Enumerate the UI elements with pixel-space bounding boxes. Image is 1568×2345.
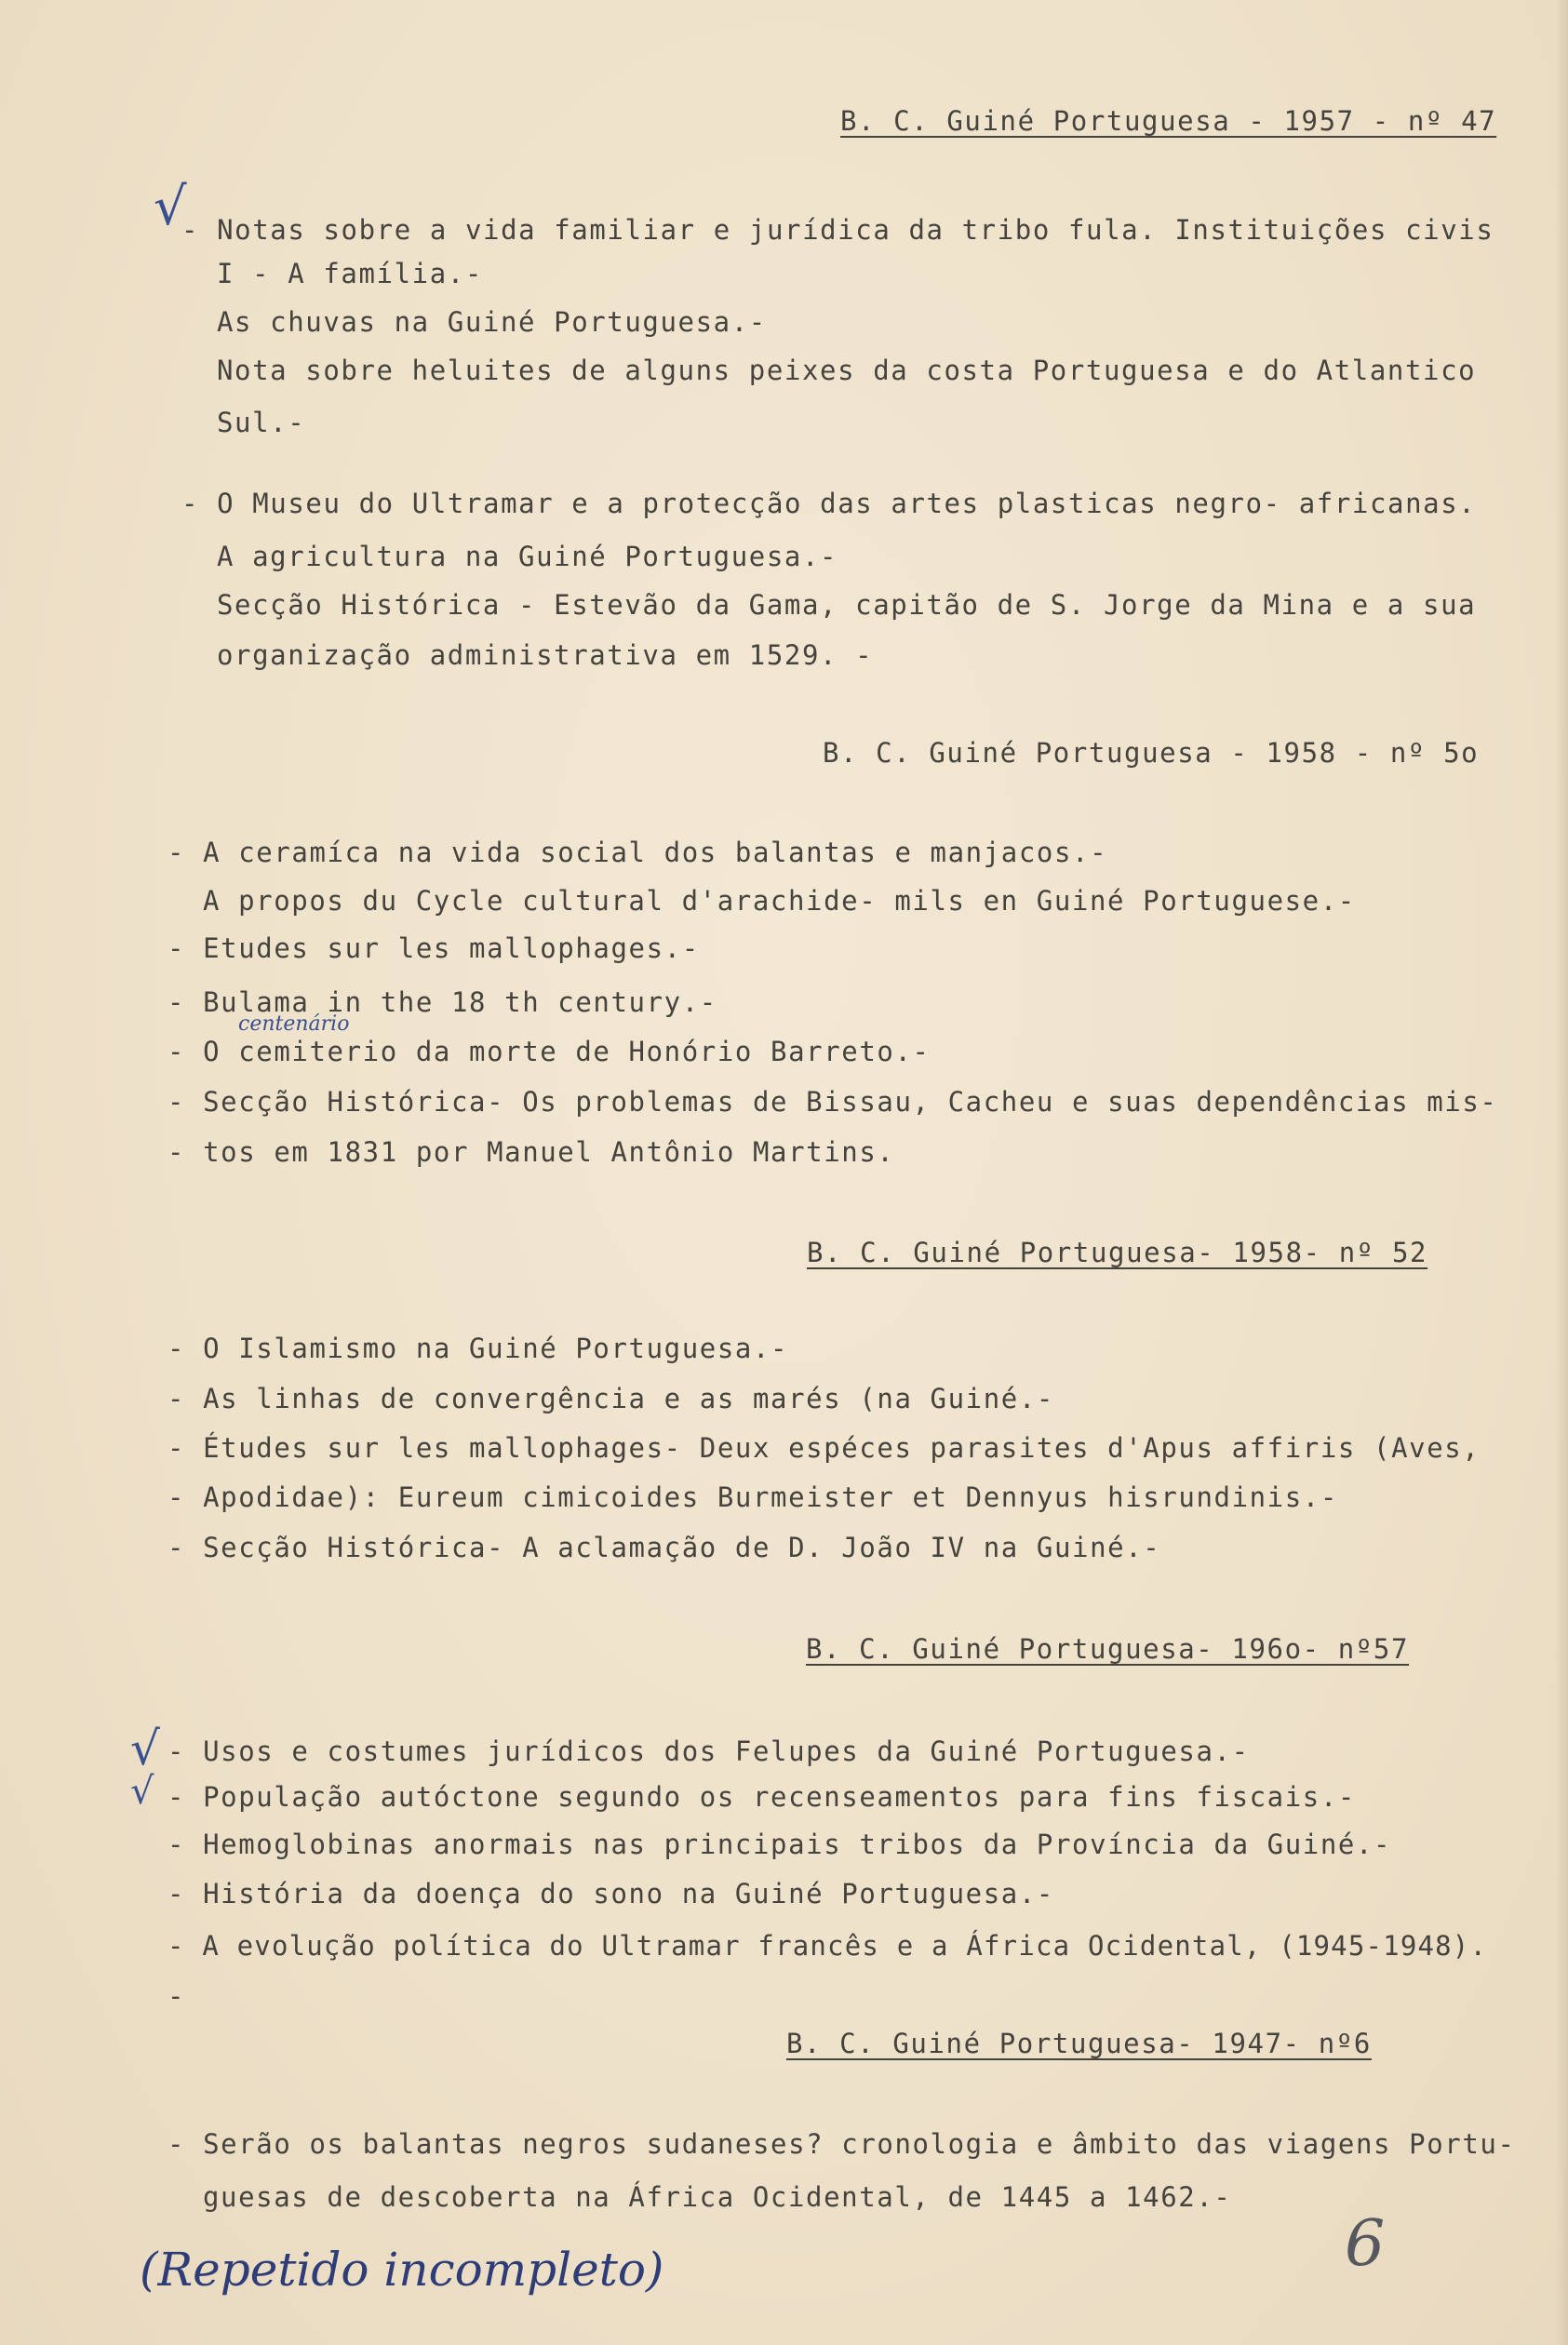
entry-line: - População autóctone segundo os recenseamentos para fins fiscais.- — [168, 1781, 1356, 1813]
entry-line: - Usos e costumes jurídicos dos Felupes da Guiné Portuguesa.- — [168, 1735, 1250, 1767]
section-header-1947: B. C. Guiné Portuguesa- 1947- nº6 — [786, 2028, 1372, 2059]
section-header-1960: B. C. Guiné Portuguesa- 196o- nº57 — [806, 1633, 1410, 1665]
entry-line: - tos em 1831 por Manuel Antônio Martins. — [168, 1136, 895, 1168]
entry-line: - O Museu do Ultramar e a protecção das artes plasticas negro- africanas. — [181, 488, 1477, 519]
entry-line: - A evolução política do Ultramar francês e a África Ocidental, (1945-1948). — [168, 1930, 1488, 1962]
entry-line: guesas de descoberta na África Ocidental, de 1445 a 1462.- — [203, 2181, 1232, 2213]
section-header-1958-52: B. C. Guiné Portuguesa- 1958- nº 52 — [807, 1237, 1428, 1268]
entry-line: Sul.- — [217, 407, 306, 438]
entry-line: - Notas sobre a vida familiar e jurídica da tribo fula. Instituições civis — [181, 214, 1494, 246]
entry-line: organização administrativa em 1529. - — [217, 639, 874, 671]
entry-line: As chuvas na Guiné Portuguesa.- — [217, 306, 767, 338]
section-header-1958-50: B. C. Guiné Portuguesa - 1958 - nº 5o — [823, 737, 1480, 769]
section-header-1957: B. C. Guiné Portuguesa - 1957 - nº 47 — [840, 105, 1497, 137]
paper-edge — [1555, 0, 1568, 2345]
check-mark: √ — [130, 1722, 160, 1776]
entry-line: - Apodidae): Eureum cimicoides Burmeister et Dennyus hisrundinis.- — [168, 1481, 1338, 1513]
entry-line: - Études sur les mallophages- Deux espéces parasites d'Apus affiris (Aves, — [168, 1432, 1481, 1464]
entry-line: - História da doença do sono na Guiné Portuguesa.- — [168, 1878, 1054, 1910]
entry-line: - O cemiterio da morte de Honório Barreto.- — [168, 1036, 931, 1067]
check-mark: √ — [154, 177, 187, 237]
entry-line: - Bulama in the 18 th century.- — [168, 986, 717, 1018]
entry-line: - Serão os balantas negros sudaneses? cronologia e âmbito das viagens Portu- — [168, 2128, 1516, 2160]
page-number: 6 — [1345, 2207, 1386, 2281]
entry-line: A agricultura na Guiné Portuguesa.- — [217, 541, 838, 572]
handwritten-note: (Repetido incompleto) — [140, 2243, 664, 2297]
handwritten-insertion: centenário — [238, 1012, 350, 1036]
entry-line: Secção Histórica - Estevão da Gama, capitão de S. Jorge da Mina e a sua — [217, 589, 1477, 621]
entry-line: I - A família.- — [217, 258, 483, 289]
entry-line: - Secção Histórica- A aclamação de D. João IV na Guiné.- — [168, 1532, 1161, 1563]
entry-line: - A ceramíca na vida social dos balantas e manjacos.- — [168, 837, 1108, 868]
entry-line: Nota sobre heluites de alguns peixes da costa Portuguesa e do Atlantico — [217, 355, 1477, 386]
check-mark: √ — [130, 1770, 154, 1813]
entry-line: A propos du Cycle cultural d'arachide- mils en Guiné Portuguese.- — [203, 885, 1356, 917]
entry-line: - Etudes sur les mallophages.- — [168, 932, 700, 964]
entry-line: - O Islamismo na Guiné Portuguesa.- — [168, 1333, 789, 1364]
entry-line: - As linhas de convergência e as marés (na Guiné.- — [168, 1383, 1054, 1414]
entry-line: - Hemoglobinas anormais nas principais tribos da Província da Guiné.- — [168, 1829, 1392, 1860]
entry-line: - Secção Histórica- Os problemas de Bissau, Cacheu e suas dependências mis- — [168, 1086, 1498, 1118]
entry-line: - — [168, 1980, 186, 2012]
